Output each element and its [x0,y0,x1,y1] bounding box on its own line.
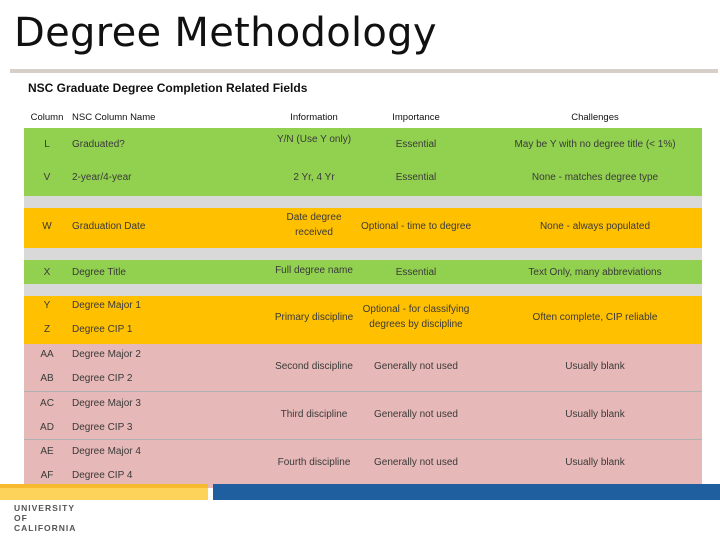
logo-line-2: OF [14,513,28,523]
cell-name: Graduation Date [72,221,146,232]
cell-information-line2: received [295,227,333,238]
cell-name: Degree Title [72,267,126,278]
table-row [24,344,702,392]
row-separator [24,248,702,260]
cell-information: Third discipline [280,409,348,420]
cell-name: Degree CIP 4 [72,470,133,481]
table-header-row [24,108,702,128]
cell-name: Degree Major 2 [72,349,141,360]
header-importance: Importance [392,112,440,123]
header-challenges: Challenges [571,112,619,123]
table-row [24,162,702,196]
fields-table [24,108,702,488]
cell-information: Full degree name [275,265,353,276]
cell-information: Second discipline [275,361,353,372]
page-title: Degree Methodology [14,10,437,56]
cell-column: AB [40,373,54,384]
cell-importance: Optional - for classifying [362,304,470,315]
uc-logo [14,503,76,533]
cell-column: AA [40,349,54,360]
cell-importance: Optional - time to degree [360,221,472,232]
cell-importance: Essential [395,172,437,183]
logo-line-1: UNIVERSITY [14,503,76,513]
table-row [24,296,702,344]
table-heading: NSC Graduate Degree Completion Related Fields [28,81,308,95]
cell-column: L [44,139,50,150]
cell-challenges: Often complete, CIP reliable [532,312,658,323]
cell-name: Degree CIP 1 [72,324,133,335]
footer-blue-bar [213,484,720,500]
table-row [24,128,702,162]
table-row [24,208,702,248]
cell-challenges: May be Y with no degree title (< 1%) [514,139,676,150]
cell-name: Degree CIP 3 [72,422,133,433]
header-nsc-column-name: NSC Column Name [72,112,156,123]
table-row [24,392,702,440]
cell-importance-line2: degrees by discipline [369,319,463,330]
footer-gold-accent [0,484,208,488]
cell-importance: Generally not used [374,409,458,420]
cell-name: Degree Major 3 [72,398,141,409]
table-row [24,260,702,284]
cell-importance: Essential [395,267,437,278]
cell-importance: Generally not used [374,457,458,468]
cell-name: Degree Major 1 [72,300,141,311]
logo-line-3: CALIFORNIA [14,523,77,533]
header-column: Column [30,112,64,123]
cell-information: 2 Yr, 4 Yr [293,172,335,183]
cell-challenges: Usually blank [565,457,625,468]
cell-name: 2-year/4-year [72,172,132,183]
cell-challenges: Text Only, many abbreviations [528,267,662,278]
cell-challenges: Usually blank [565,409,625,420]
cell-information: Y/N (Use Y only) [276,134,352,145]
cell-importance: Generally not used [374,361,458,372]
cell-information: Fourth discipline [277,457,351,468]
cell-column: AF [40,470,54,481]
cell-importance: Essential [395,139,437,150]
cell-challenges: None - matches degree type [531,172,659,183]
cell-name: Degree Major 4 [72,446,141,457]
cell-column: AC [40,398,54,409]
cell-column: AD [40,422,54,433]
cell-column: V [43,172,51,183]
cell-challenges: None - always populated [539,221,651,232]
cell-information: Primary discipline [274,312,354,323]
cell-challenges: Usually blank [565,361,625,372]
title-divider [10,69,718,73]
cell-column: Y [43,300,51,311]
cell-column: Z [43,324,51,335]
cell-name: Degree CIP 2 [72,373,133,384]
cell-column: AE [40,446,54,457]
header-information: Information [290,112,338,123]
row-separator [24,196,702,208]
table-row [24,440,702,488]
cell-column: X [43,267,51,278]
cell-name: Graduated? [72,139,125,150]
row-separator [24,284,702,296]
cell-information: Date degree [286,212,342,223]
cell-column: W [42,221,52,232]
